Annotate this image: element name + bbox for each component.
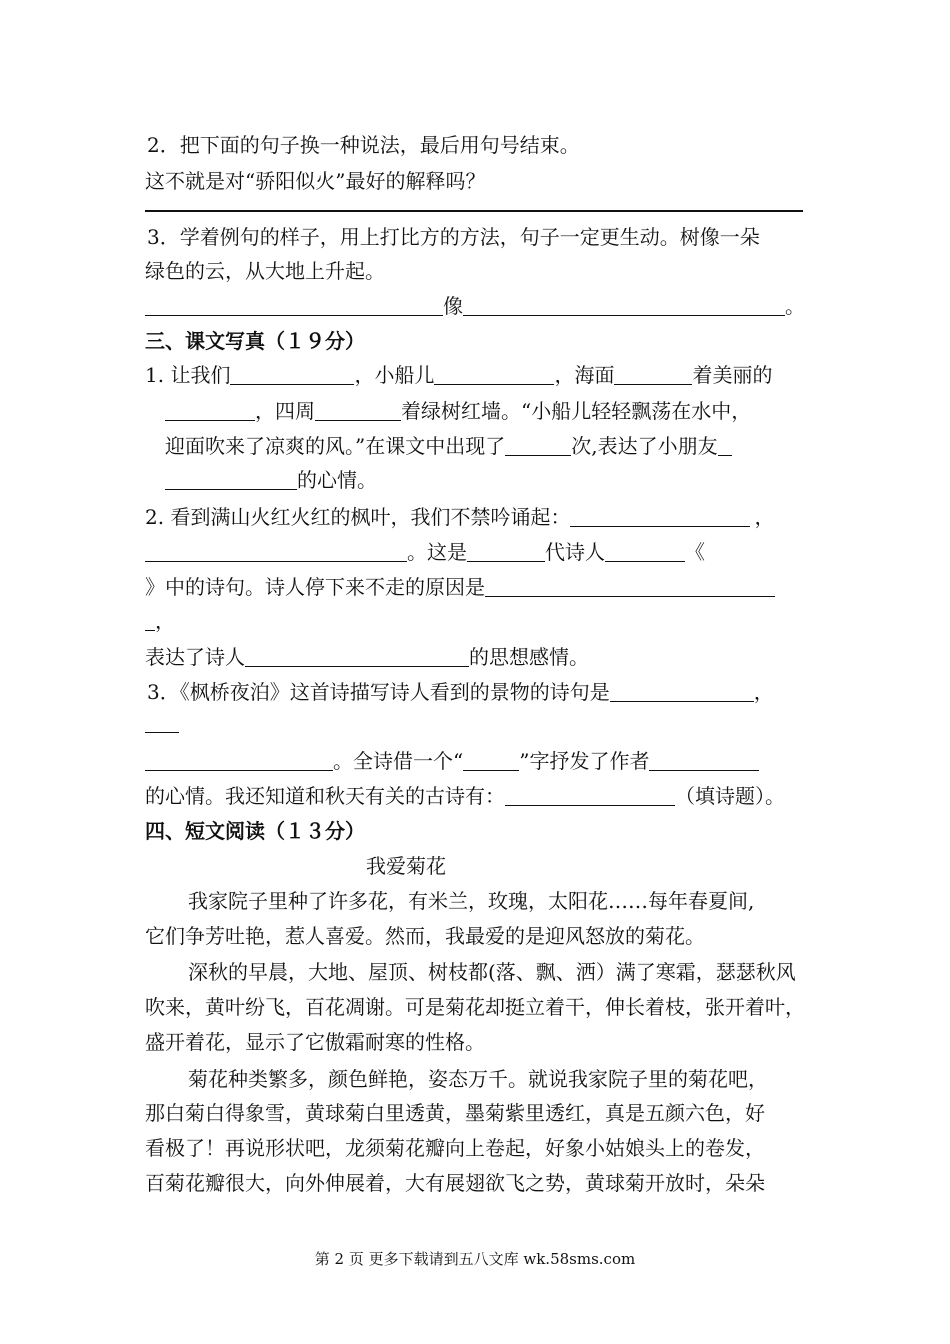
passage-line: 百菊花瓣很大，向外伸展着，大有展翅欲飞之势，黄球菊开放时，朵朵 xyxy=(145,1171,765,1195)
s3-q2-line4: ， xyxy=(145,608,175,634)
s3-q2-line2: 。这是 代诗人 《 xyxy=(145,539,705,565)
s3-q2-line3: 》中的诗句。诗人停下来不走的原因是 xyxy=(145,574,775,600)
question-2-prompt: 2．把下面的句子换一种说法，最后用句号结束。 xyxy=(147,133,580,157)
passage-line: 吹来，黄叶纷飞，百花凋谢。可是菊花却挺立着干，伸长着枝，张开着叶， xyxy=(145,995,805,1019)
passage-line: 看极了！再说形状吧，龙须菊花瓣向上卷起，好象小姑娘头上的卷发， xyxy=(145,1136,765,1160)
s3-q1-line1: 1. 让我们 ，小船儿 ，海面 着美丽的 xyxy=(145,363,773,387)
blank[interactable] xyxy=(145,750,333,771)
blank[interactable] xyxy=(570,506,750,527)
passage-title: 我爱菊花 xyxy=(366,854,446,878)
passage-line: 我家院子里种了许多花，有米兰，玫瑰，太阳花……每年春夏间, xyxy=(188,889,755,913)
blank[interactable] xyxy=(165,469,297,490)
blank[interactable] xyxy=(467,541,545,562)
blank[interactable] xyxy=(230,364,354,385)
section-3-title: 三、课文写真（１９分） xyxy=(145,329,365,353)
blank[interactable] xyxy=(505,435,571,456)
blank[interactable] xyxy=(165,400,255,421)
blank[interactable] xyxy=(614,364,692,385)
blank[interactable] xyxy=(605,541,685,562)
passage-line: 深秋的早晨，大地、屋顶、树枝都(落、飘、洒）满了寒霜，瑟瑟秋风 xyxy=(188,960,796,984)
s3-q1-line2: ，四周 着绿树红墙。“小船儿轻轻飘荡在水中， xyxy=(165,398,751,424)
passage-line: 盛开着花，显示了它傲霜耐寒的性格。 xyxy=(145,1030,485,1054)
blank[interactable] xyxy=(145,295,443,316)
answer-line xyxy=(145,210,803,212)
blank[interactable] xyxy=(145,541,407,562)
blank[interactable] xyxy=(434,364,554,385)
s3-q2-line5: 表达了诗人 的思想感情。 xyxy=(145,645,589,669)
question-2-sentence: 这不就是对“骄阳似火”最好的解释吗？ xyxy=(145,169,486,193)
passage-line: 它们争芳吐艳，惹人喜爱。然而，我最爱的是迎风怒放的菊花。 xyxy=(145,924,705,948)
question-3-prompt-cont: 绿色的云，从大地上升起。 xyxy=(145,259,385,283)
blank[interactable] xyxy=(649,750,759,771)
passage-line: 菊花种类繁多，颜色鲜艳，姿态万千。就说我家院子里的菊花吧， xyxy=(188,1067,768,1091)
s3-q3-line1: 3．《枫桥夜泊》这首诗描写诗人看到的景物的诗句是 ， xyxy=(147,680,774,704)
blank[interactable] xyxy=(245,646,469,667)
blank[interactable] xyxy=(463,750,519,771)
s3-q3-line4: 的心情。我还知道和秋天有关的古诗有： （填诗题）。 xyxy=(145,784,785,808)
s3-q3-line2 xyxy=(145,710,179,736)
s3-q2-line1: 2. 看到满山火红火红的枫叶，我们不禁吟诵起： ， xyxy=(145,505,775,529)
blank[interactable] xyxy=(485,576,775,597)
s3-q1-line3: 迎面吹来了凉爽的风。”在课文中出现了 次,表达了小朋友 xyxy=(165,433,732,459)
blank[interactable] xyxy=(505,785,675,806)
like-word: 像 xyxy=(443,294,463,318)
blank[interactable] xyxy=(610,681,754,702)
blank[interactable] xyxy=(463,295,785,316)
s3-q3-line3: 。全诗借一个“ ”字抒发了作者 xyxy=(145,748,759,774)
blank[interactable] xyxy=(315,400,401,421)
simile-answer-row: 像 。 xyxy=(145,293,805,319)
page-footer: 第 2 页 更多下载请到五八文库 wk.58sms.com xyxy=(314,1250,636,1268)
question-3-prompt: 3．学着例句的样子，用上打比方的方法，句子一定更生动。树像一朵 xyxy=(147,225,760,249)
section-4-title: 四、短文阅读（１３分） xyxy=(145,819,365,843)
passage-line: 那白菊白得象雪，黄球菊白里透黄，墨菊紫里透红，真是五颜六色，好 xyxy=(145,1101,765,1125)
s3-q1-line4: 的心情。 xyxy=(165,467,377,493)
